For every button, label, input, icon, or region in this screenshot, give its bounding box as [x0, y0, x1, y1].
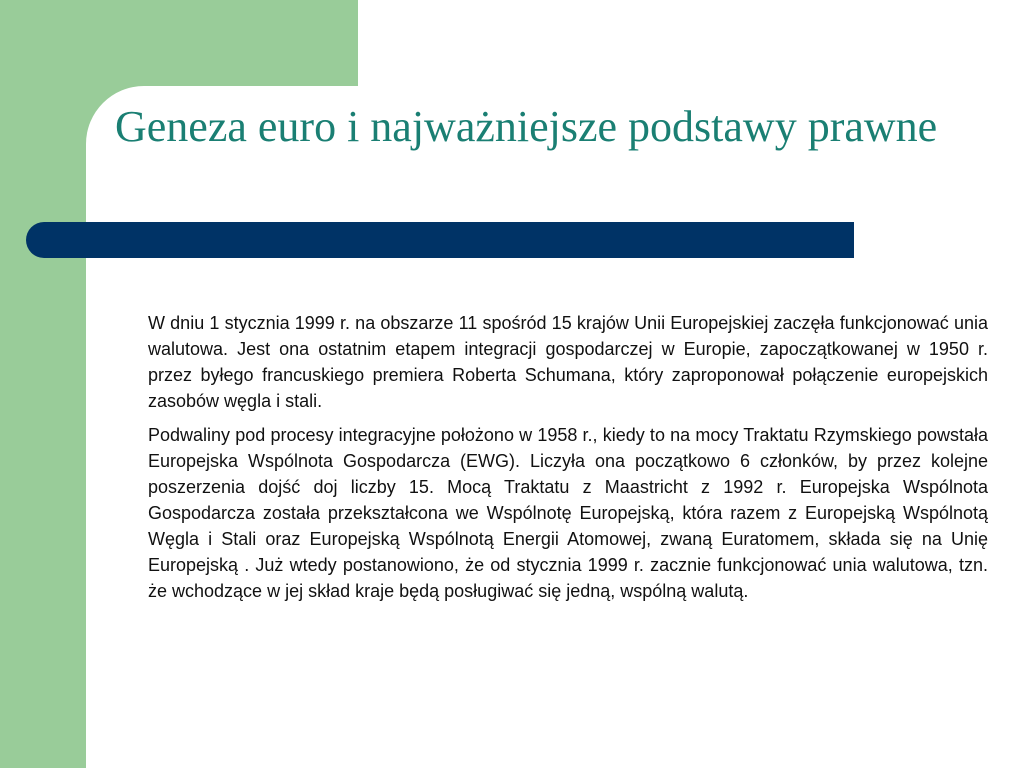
slide-title: Geneza euro i najważniejsze podstawy prawne	[115, 102, 938, 151]
paragraph-1: W dniu 1 stycznia 1999 r. na obszarze 11 spośród 15 krajów Unii Europejskiej zaczęła funkcjonować unia walutowa. Jest ona ostatnim etapem integracji gospodarczej w Europie, zapoczątkowanej w 1950 r. przez byłego francuskiego premiera Roberta Schumana, który zaproponował połączenie europejskich zasobów węgla i stali.	[148, 313, 988, 411]
slide-body	[148, 310, 988, 612]
title-underline-bar	[26, 222, 854, 258]
paragraph-2: Podwaliny pod procesy integracyjne położono w 1958 r., kiedy to na mocy Traktatu Rzymskiego powstała Europejska Wspólnota Gospodarcza (EWG). Liczyła ona początkowo 6 członków, by przez kolejne poszerzenia dojść doj liczby 15. Mocą Traktatu z Maastricht z 1992 r. Europejska Wspólnota Gospodarcza została przekształcona we Wspólnotę Europejską, która razem z Europejską Wspólnotą Węgla i Stali oraz Europejską Wspólnotą Energii Atomowej, zwaną Euratomem, składa się na Unię Europejską . Już wtedy postanowiono, że od stycznia 1999 r. zacznie funkcjonować unia walutowa, tzn. że wchodzące w jej skład kraje będą posługiwać się jedną, wspólną walutą.	[148, 425, 988, 601]
